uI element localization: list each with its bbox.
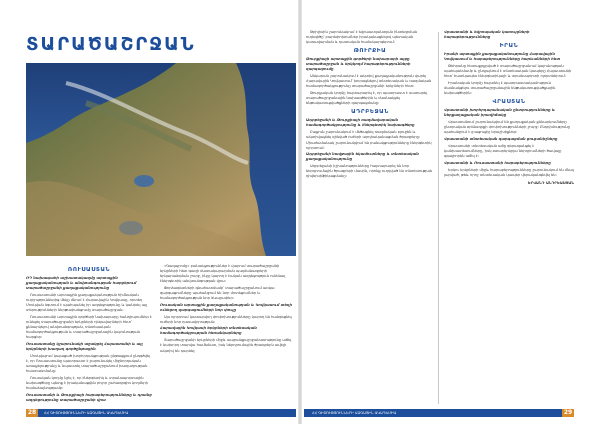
paragraph: Իրանական կողմը հայտնել է պատրաստակամություն մասնակցելու տարածաշրջանային ենթակառուցվածքային նախագծերին։	[444, 80, 556, 95]
page-gutter	[298, 0, 302, 424]
subheading: Ադրբեջանի և Թուրքիայի ռազմավարական համագործակցությունը և էներգետիկ նախագծերը	[306, 118, 415, 128]
heading-turkey: ԹՈՒՐՔԻԱ	[353, 48, 387, 55]
section-title: ՏԱՐԱԾԱՇՐՋԱՆ	[26, 34, 196, 55]
heading-azerbaijan: ԱԴՐԲԵՋԱՆ	[351, 109, 389, 116]
subheading: Վրաստանի և Ռուսաստանի հարաբերությունները	[444, 160, 551, 165]
paragraph: Մոսկվայում կայացած խորհրդակցության ընթացքում ընդգծվել է, որ Ռուսաստանը պատրաստ է շարունակել միջնորդական առաքելությունը և նպաստել տարածաշրջանում խաղաղության հաստատմանը։	[26, 353, 151, 374]
column-turkey-azerbaijan	[306, 30, 434, 181]
page-number-left: 28	[27, 409, 37, 416]
footer-text-right: ՀՀ ԳԻՏՈՒԹՅՈՒՆՆԵՐԻ ԱԶԳԱՅԻՆ ԱԿԱԴԵՄԻԱ	[312, 411, 397, 415]
heading-iran: ԻՐԱՆ	[499, 43, 519, 49]
column-divider	[438, 32, 439, 404]
column-russia	[26, 264, 152, 405]
paragraph: Ռուսաստանի արտաքին քաղաքականության հիմնական ուղղություններից մեկը մնում է Հարավային Կովկասը, որտեղ Մոսկվան ձգտում է պահպանել իր ազդեցությունը և կանխել այլ տերությունների ներթափանցումը տարածաշրջան։	[26, 293, 148, 313]
heading-georgia: ՎՐԱՍՏԱՆ	[492, 99, 526, 106]
column-middle	[160, 264, 294, 355]
subheading: Հարավային Կովկասի երկրների տնտեսական համագործակցության հեռանկարները	[160, 326, 257, 336]
subheading: Ռուսաստանի և Թուրքիայի հարաբերությունները և դրանց ազդեցությունը տարածաշրջանի վրա	[26, 392, 152, 402]
map-illustration	[26, 63, 296, 256]
paragraph: Անկարան շարունակում է ակտիվ քաղաքականություն վարել Հարավային Կովկասում՝ խորացնելով տնտեսական և ռազմական համագործակցությունը տարածաշրջանի երկրների հետ։	[306, 74, 432, 89]
paragraph: Բաքուն շարունակում է մեծացնել ռազմական բյուջեն և ակտիվացնել զինված ուժերի արդիականացման ծրագրերը։ Միաժամանակ շարունակվում են բանակցությունները էներգետիկ ոլորտում։	[306, 130, 432, 150]
subheading: Վրաստանի խորհրդարանական ընտրությունները և ներքաղաքական իրավիճակը	[444, 108, 556, 118]
paragraph: Ադրբեջանի իշխանությունները հայտարարել են նոր ներդրումային ծրագրերի մասին, որոնք ուղղված են տնտեսության դիվերսիֆիկացմանը։	[306, 164, 433, 179]
subheading: Ռուսական արտաքին քաղաքականության և Կովկասում տեղի ունեցող զարգացումների նոր փուլը	[160, 302, 293, 312]
paragraph: Այս ոլորտում կատարվող փոփոխությունները կարող են հանգեցնել ուժերի նոր դասավորության։	[160, 314, 292, 324]
paragraph: Փորձագետների գնահատմամբ՝ տարածաշրջանում առկա զարգացումները պահանջում են նոր մոտեցումներ և համագործակցության նոր ձևաչափեր։	[160, 285, 275, 301]
subheading: Ադրբեջանի նավթային եկամուտները և տնտեսական քաղաքականությունը	[306, 152, 419, 162]
paragraph: Երկու երկրների միջև հարաբերությունները շարունակում են մնալ լարված, թեև որոշ տնտեսական կապեր վերականգնվել են։	[444, 167, 574, 177]
footer-text-left: ՀՀ ԳԻՏՈՒԹՅՈՒՆՆԵՐԻ ԱԶԳԱՅԻՆ ԱԿԱԴԵՄԻԱ	[44, 411, 129, 415]
paragraph: Թուրքական կողմը հայտարարել է, որ պատրաստ է սատարել տարածաշրջանային նախագծերին և մասնակցել ենթակառուցվածքների զարգացմանը։	[306, 91, 428, 106]
subheading: Վրաստանի և եվրոպական կառույցների հարաբերությունները	[444, 30, 530, 39]
paragraph: Վրաստանի տնտեսական աճը գերազանցել է կանխատեսումները, իսկ օտարերկրյա ներդրումների ծավալը զգալիորեն աճել է։	[444, 143, 562, 159]
column-iran-georgia	[444, 30, 574, 185]
page-number-right: 29	[563, 409, 573, 416]
paragraph: Թեհրանը հետաքրքրված է տարածաշրջանում կայունության պահպանմամբ և ընդլայնում է տնտեսական կապերը Հայաստանի հետ՝ հատկապես էներգետիկայի և տրանսպորտի ոլորտներում։	[444, 64, 572, 79]
subheading: Վրաստանի տնտեսական զարգացման ցուցանիշները	[444, 136, 558, 141]
subheading: Թուրքիայի արտաքին գործերի նախարարի այցը տարածաշրջան և երկկողմ հարաբերությունների զարգացումը	[306, 57, 411, 72]
paragraph: Ռուսական կողմը նշել է, որ էներգետիկ և տրանսպորտային նախագծերը պետք է իրականացվեն բոլոր շահագրգիռ կողմերի համաձայնությամբ։	[26, 375, 148, 390]
heading-russia: ՌՈՒՍԱՍՏԱՆ	[67, 267, 111, 273]
paragraph: «Գազպրոմը» բանակցություններ է վարում տարածաշրջանի երկրների հետ գազի մատակարարման պայմանագրերի երկարաձգման շուրջ, ինչը կարող է էական ազդեցություն ունենալ էներգետիկ անվտանգության վրա։	[160, 264, 286, 284]
subheading: Ռուսաստանը կշարունակի աջակցել Հայաստանի և այլ երկրների խաղաղ գործընթացին	[26, 341, 143, 351]
subheading: Իրանի արտաքին քաղաքականությունը Հարավային Կովկասում և հարաբերությունները հարևանների հետ	[444, 52, 561, 61]
paragraph: Թբիլիսին շարունակում է եվրաատլանտյան ինտեգրման ուղեգիծը՝ բարեփոխումներ իրականացնելով պետական կառավարման և դատական համակարգերում։	[306, 30, 418, 45]
paragraph: Տարածաշրջանի երկրների միջև ապրանքաշրջանառությունը աճել է նախորդ տարվա համեմատ, իսկ ներդրումային ծրագրերն ավելի ակտիվ են դարձել։	[160, 338, 292, 353]
paragraph: Ռուսաստանի արտաքին գործերի նախարարը հանդիպումներ է ունեցել տարածաշրջանի երկրների ղեկավարների հետ՝ քննարկելով անվտանգության, տնտեսական համագործակցության և տարածաշրջանային կայունության հարցեր։	[26, 314, 152, 340]
paragraph: Վրաստանում շարունակվում են քաղաքական քննարկումները ընտրական օրենսգրքի փոփոխությունների շուրջ։ Ընդդիմությունը պահանջում է լրացուցիչ երաշխիքներ։	[444, 120, 570, 135]
subheading: ՌԴ նախագահի աշխատակազմը արտաքին քաղաքականության և անվտանգության հարցերում տարածաշրջանի քաղաքականությունը	[26, 276, 137, 290]
author-signature: ԵՐՎԱՆԴ ԱՆԴՐԵԱՍՅԱՆ	[527, 179, 574, 185]
region-satellite-map	[26, 63, 296, 256]
lake-sevan	[134, 175, 154, 187]
